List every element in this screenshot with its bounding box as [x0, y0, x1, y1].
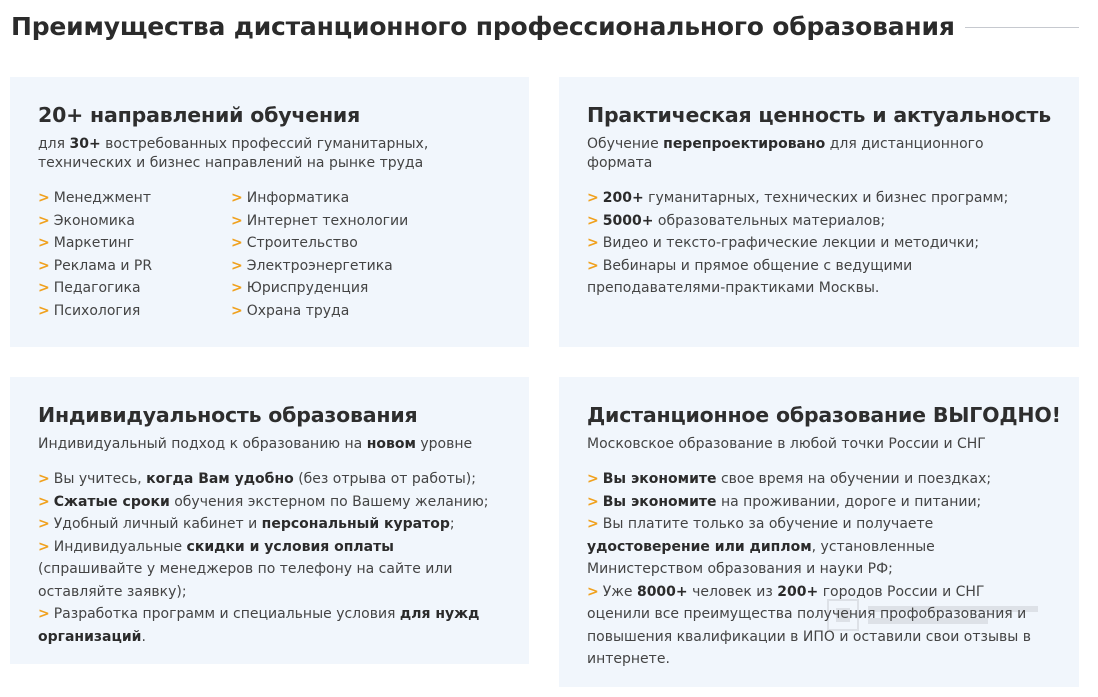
list-item-label: Интернет технологии — [246, 212, 409, 229]
emphasis-text: 200+ — [777, 583, 819, 600]
emphasis-text: новом — [366, 436, 416, 452]
emphasis-text: Сжатые сроки — [53, 493, 170, 510]
text-run: востребованных профессий гуманитарных, технических и бизнес направлений на рынке труда — [38, 136, 429, 171]
text-run: (спрашивайте у менеджеров по телефону на сайте или оставляйте заявку); — [38, 561, 453, 600]
card-individuality — [10, 377, 529, 664]
chevron-right-icon: > — [587, 257, 599, 274]
text-run: человек из — [687, 583, 778, 600]
chevron-right-icon: > — [587, 516, 599, 532]
emphasis-text: Вы экономите — [602, 493, 717, 510]
list-item — [231, 232, 408, 255]
chevron-right-icon: > — [38, 280, 50, 296]
emphasis-text: 8000+ — [636, 583, 688, 600]
list-item — [38, 210, 231, 233]
chevron-right-icon: > — [587, 471, 599, 487]
list-item-label: Охрана труда — [246, 302, 350, 319]
chevron-right-icon: > — [231, 280, 243, 296]
list-item — [231, 255, 408, 278]
chevron-right-icon: > — [38, 257, 50, 274]
list-item-label: Строительство — [246, 235, 358, 251]
list-item — [231, 187, 408, 210]
text-run: обучения экстерном по Вашему желанию; — [169, 493, 489, 510]
card-subtitle — [38, 135, 501, 173]
chevron-right-icon: > — [587, 583, 599, 600]
card-directions — [10, 77, 529, 347]
list-item-label: Маркетинг — [53, 235, 135, 251]
chevron-right-icon: > — [38, 212, 50, 229]
card-title: 20+ направлений обучения — [38, 103, 361, 127]
list-item — [38, 491, 501, 514]
directions-columns — [38, 187, 501, 322]
emphasis-text: 5000+ — [602, 212, 654, 229]
list-item — [587, 255, 1051, 300]
text-run: свое время на обучении и поездках; — [716, 471, 992, 487]
text-run: для дистанционного формата — [587, 136, 984, 171]
text-run: Видео и тексто-графические лекции и методички; — [602, 235, 980, 251]
text-run: Вы учитесь, — [53, 471, 147, 487]
list-item-label: Педагогика — [53, 280, 141, 296]
emphasis-text: персональный куратор — [261, 516, 450, 532]
chevron-right-icon: > — [38, 516, 50, 532]
chevron-right-icon: > — [38, 235, 50, 251]
list-item-label: Электроэнергетика — [246, 257, 393, 274]
card-title: Индивидуальность образования — [38, 403, 418, 427]
emphasis-text: 30+ — [69, 136, 101, 152]
text-run: Индивидуальные — [53, 538, 187, 555]
list-item-label: Юриспруденция — [246, 280, 369, 296]
text-run: городов России и СНГ оценили все преимущества получения профобразования и повышения квалификации в ИПО и оставили свои отзывы в интернете. — [587, 583, 1032, 667]
list-item — [38, 603, 501, 648]
title-divider — [965, 27, 1079, 28]
list-item — [231, 277, 408, 300]
emphasis-text: когда Вам удобно — [146, 471, 294, 487]
list-item-label: Экономика — [53, 212, 135, 229]
chevron-right-icon: > — [38, 606, 50, 622]
text-run: Разработка программ и специальные условия — [53, 606, 400, 622]
emphasis-text: для нужд организаций — [38, 606, 480, 645]
card-subtitle — [38, 435, 501, 454]
list-item-label: Информатика — [246, 190, 350, 206]
emphasis-text: 200+ — [602, 190, 644, 206]
text-run: уровне — [415, 436, 473, 452]
text-run: Московское образование в любой точки России и СНГ — [587, 436, 986, 452]
emphasis-text: перепроектировано — [663, 136, 826, 152]
list-item — [38, 513, 501, 536]
directions-list-left — [38, 187, 231, 322]
text-run: Индивидуальный подход к образованию на — [38, 436, 367, 452]
text-run: на проживании, дороге и питании; — [716, 493, 982, 510]
text-run: Вы платите только за обучение и получаете — [602, 516, 934, 532]
list-item — [587, 187, 1051, 210]
list-item — [587, 468, 1051, 491]
list-item — [587, 491, 1051, 514]
directions-list-right — [231, 187, 408, 322]
text-run: Уже — [602, 583, 637, 600]
list-item — [38, 468, 501, 491]
text-run: Вебинары и прямое общение с ведущими преподавателями-практиками Москвы. — [587, 257, 913, 296]
text-run: ; — [449, 516, 455, 532]
page-title: Преимущества дистанционного профессионального образования — [11, 11, 955, 41]
list-item — [38, 187, 231, 210]
page-header — [11, 8, 1079, 44]
individuality-list — [38, 468, 501, 648]
chevron-right-icon: > — [38, 493, 50, 510]
list-item — [587, 210, 1051, 233]
emphasis-text: скидки и условия оплаты — [186, 538, 394, 555]
list-item-label: Психология — [53, 302, 141, 319]
chevron-right-icon: > — [231, 212, 243, 229]
list-item — [38, 232, 231, 255]
chevron-right-icon: > — [587, 493, 599, 510]
chevron-right-icon: > — [231, 190, 243, 206]
chevron-right-icon: > — [587, 212, 599, 229]
list-item — [231, 300, 408, 323]
chevron-right-icon: > — [38, 190, 50, 206]
list-item — [587, 513, 1051, 581]
chevron-right-icon: > — [587, 235, 599, 251]
list-item-label: Реклама и PR — [53, 257, 153, 274]
chevron-right-icon: > — [38, 538, 50, 555]
chevron-right-icon: > — [38, 471, 50, 487]
text-run: гуманитарных, технических и бизнес программ; — [643, 190, 1009, 206]
chevron-right-icon: > — [231, 302, 243, 319]
chevron-right-icon: > — [231, 235, 243, 251]
list-item — [38, 300, 231, 323]
emphasis-text: Вы экономите — [602, 471, 717, 487]
list-item — [38, 255, 231, 278]
list-item — [231, 210, 408, 233]
text-run: (без отрыва от работы); — [293, 471, 476, 487]
text-run: Удобный личный кабинет и — [53, 516, 262, 532]
list-item — [38, 536, 501, 604]
list-item — [587, 232, 1051, 255]
card-practical-value — [559, 77, 1079, 347]
chevron-right-icon: > — [587, 190, 599, 206]
card-title: Дистанционное образование ВЫГОДНО! — [587, 403, 1061, 427]
text-run: для — [38, 136, 70, 152]
practical-value-list — [587, 187, 1051, 300]
card-subtitle — [587, 435, 1051, 454]
card-subtitle — [587, 135, 1051, 173]
text-run: Обучение — [587, 136, 664, 152]
text-run: образовательных материалов; — [653, 212, 886, 229]
emphasis-text: удостоверение или диплом — [587, 538, 812, 555]
card-title: Практическая ценность и актуальность — [587, 103, 1051, 127]
chevron-right-icon: > — [231, 257, 243, 274]
list-item — [38, 277, 231, 300]
list-item-label: Менеджмент — [53, 190, 151, 206]
text-run: . — [141, 628, 146, 645]
card-profitable — [559, 377, 1079, 687]
profitable-list — [587, 468, 1051, 671]
list-item — [587, 581, 1051, 671]
chevron-right-icon: > — [38, 302, 50, 319]
text-run: , установленные Министерством образования и науки РФ; — [587, 538, 935, 577]
